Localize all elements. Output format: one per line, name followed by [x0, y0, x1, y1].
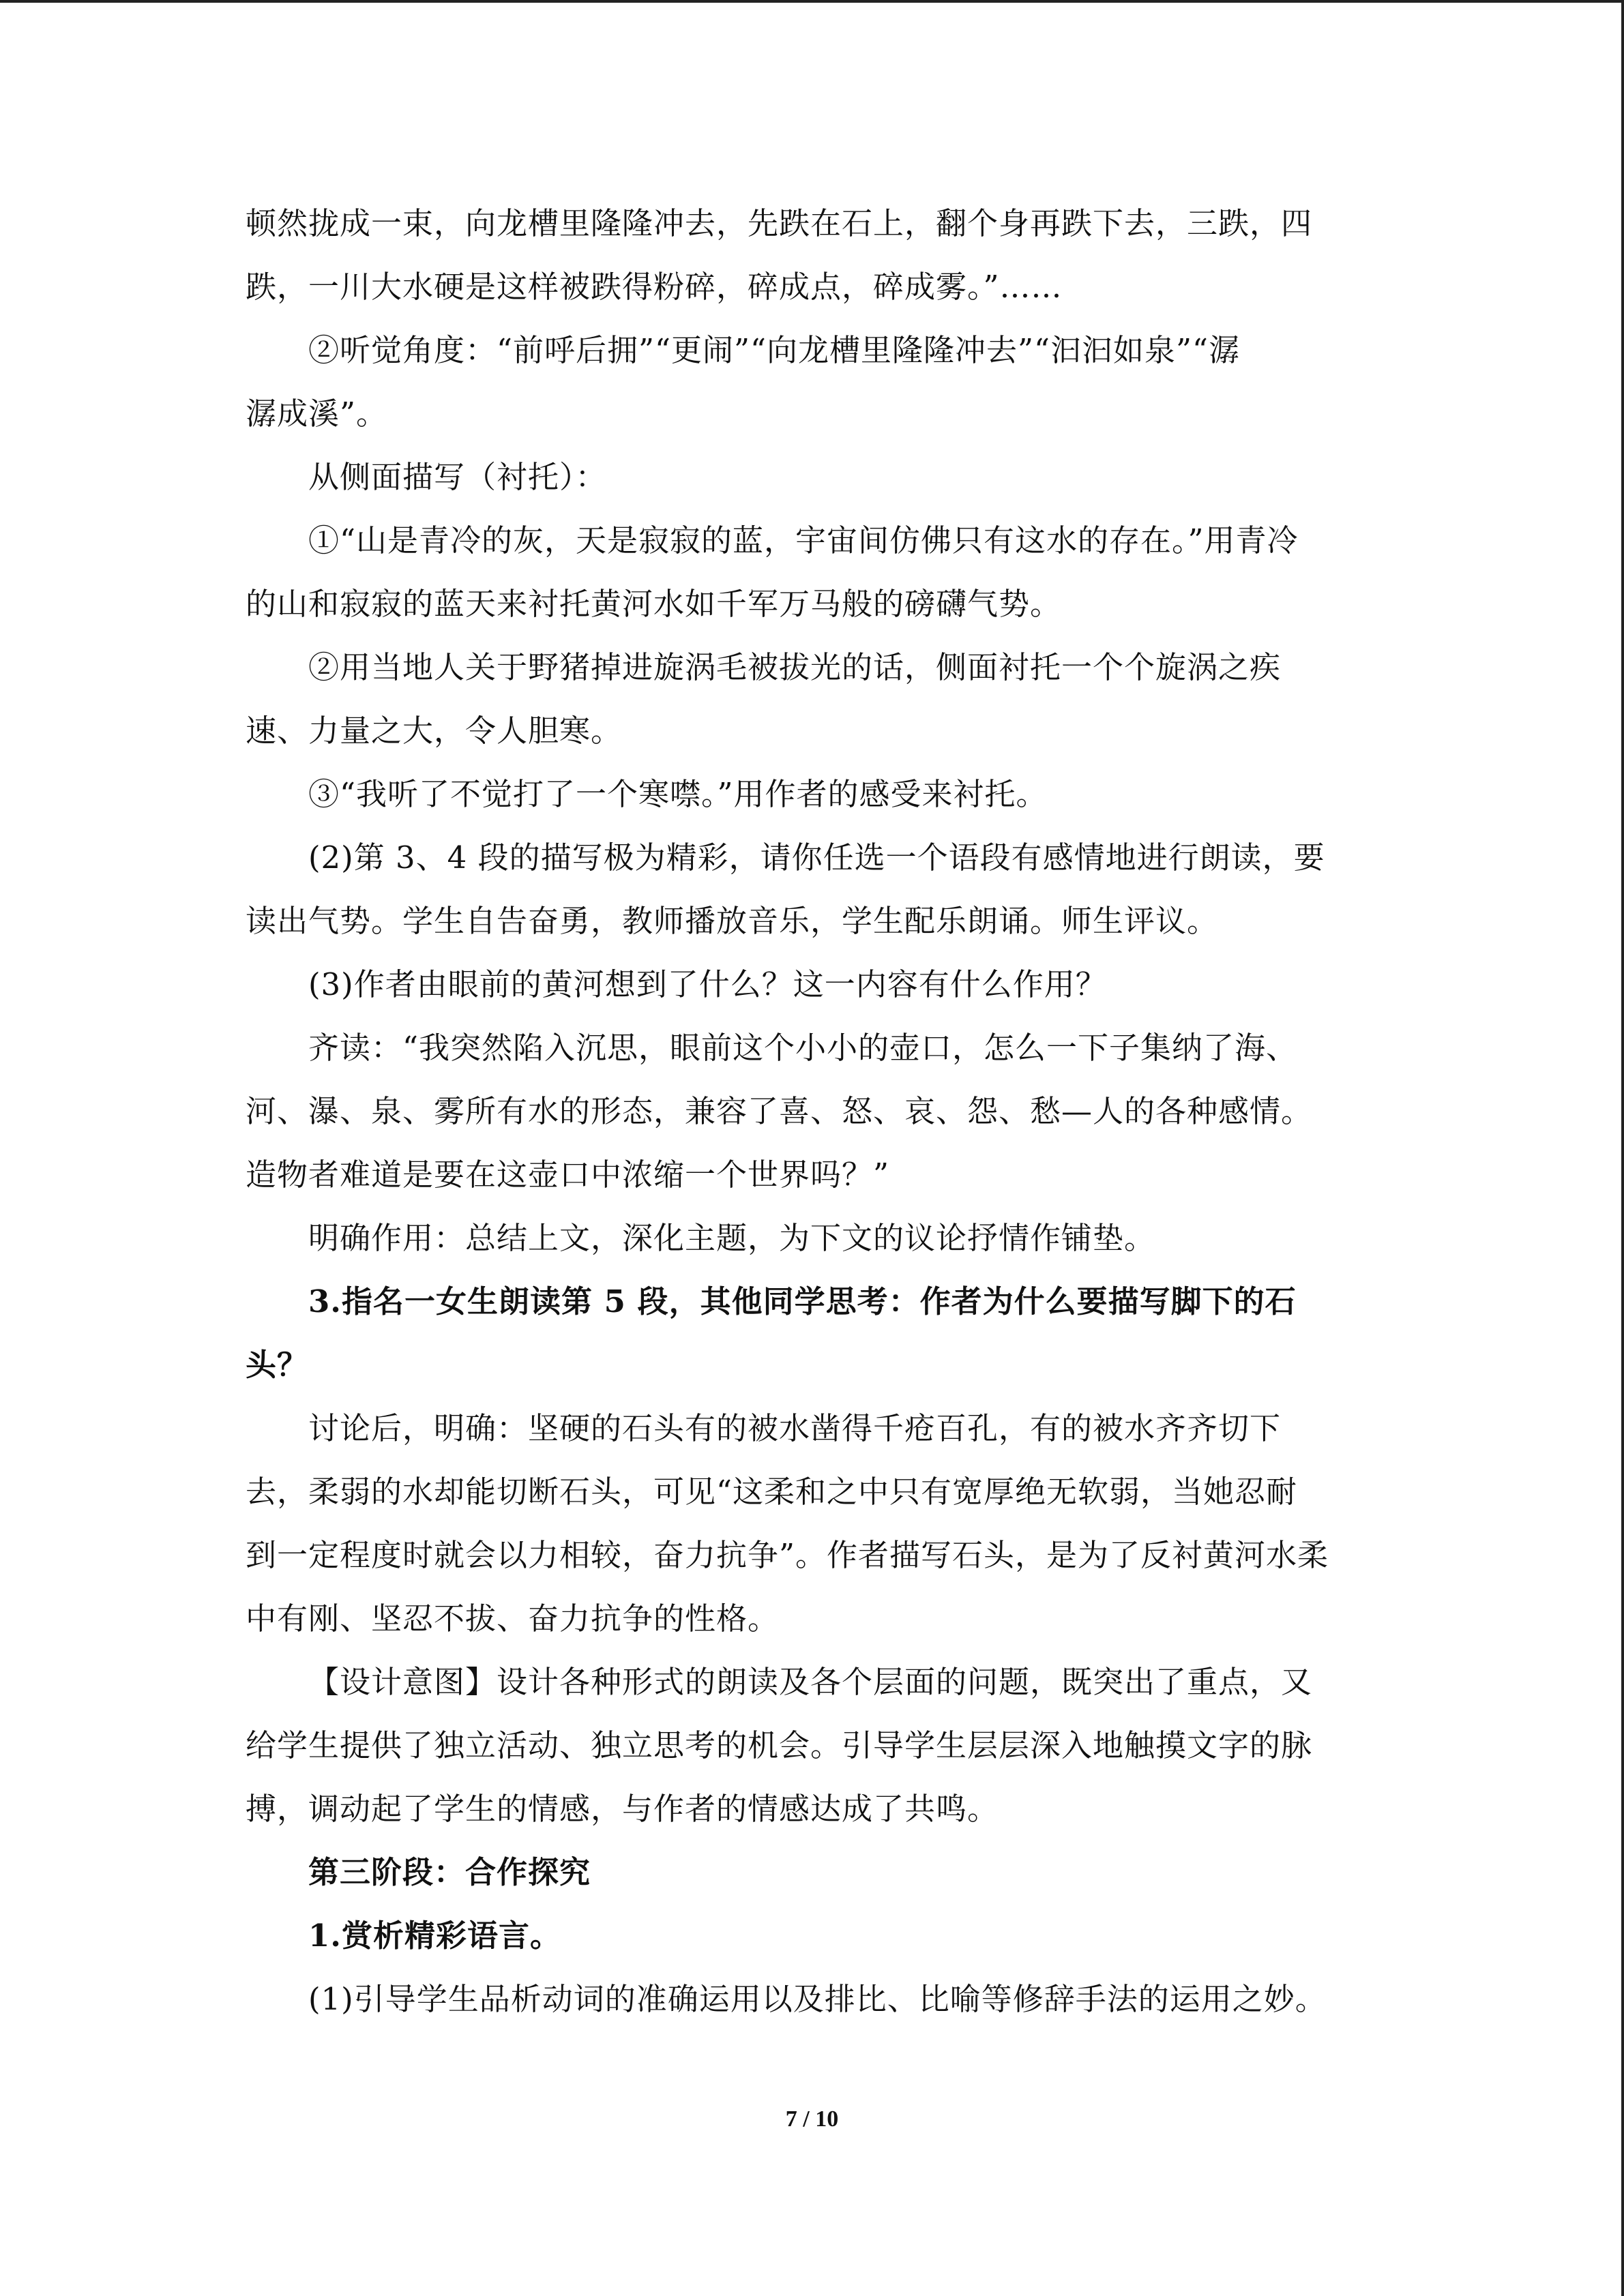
text-line: 给学生提供了独立活动、独立思考的机会。引导学生层层深入地触摸文字的脉 [246, 1727, 1313, 1763]
text-line: 到一定程度时就会以力相较，奋力抗争”。作者描写石头，是为了反衬黄河水柔 [246, 1537, 1329, 1573]
text-line: (1)引导学生品析动词的准确运用以及排比、比喻等修辞手法的运用之妙。 [308, 1981, 1327, 2017]
section-heading: 1.赏析精彩语言。 [308, 1918, 561, 1954]
text-line: (2)第 3、4 段的描写极为精彩，请你任选一个语段有感情地进行朗读，要 [308, 839, 1325, 876]
text-line: 读出气势。学生自告奋勇，教师播放音乐，学生配乐朗诵。师生评议。 [246, 903, 1219, 939]
page-border-right [1621, 0, 1624, 2296]
text-line: 河、瀑、泉、雾所有水的形态，兼容了喜、怒、哀、怨、愁—人的各种感情。 [246, 1093, 1313, 1129]
text-line: 顿然拢成一束，向龙槽里隆隆冲去，先跌在石上，翻个身再跌下去，三跌，四 [246, 205, 1313, 241]
text-line: 从侧面描写（衬托）： [308, 459, 607, 495]
page-border-top [0, 0, 1624, 3]
text-line: 潺成溪”。 [246, 396, 388, 432]
text-line: ②听觉角度：“前呼后拥”“更闹”“向龙槽里隆隆冲去”“汩汩如泉”“潺 [308, 332, 1241, 368]
text-line: ②用当地人关于野猪掉进旋涡毛被拔光的话，侧面衬托一个个旋涡之疾 [308, 649, 1282, 685]
text-line: ③“我听了不觉打了一个寒噤。”用作者的感受来衬托。 [308, 776, 1048, 812]
text-line: 讨论后，明确：坚硬的石头有的被水凿得千疮百孔，有的被水齐齐切下 [308, 1410, 1282, 1446]
section-heading: 头？ [246, 1347, 309, 1383]
text-line: 明确作用：总结上文，深化主题，为下文的议论抒情作铺垫。 [308, 1220, 1156, 1256]
page-number: 7 / 10 [785, 2106, 839, 2132]
text-line: 去，柔弱的水却能切断石头，可见“这柔和之中只有宽厚绝无软弱，当她忍耐 [246, 1474, 1298, 1510]
text-line: 搏，调动起了学生的情感，与作者的情感达成了共鸣。 [246, 1791, 999, 1827]
section-heading: 3.指名一女生朗读第 5 段，其他同学思考：作者为什么要描写脚下的石 [308, 1283, 1297, 1320]
text-line: 【设计意图】设计各种形式的朗读及各个层面的问题，既突出了重点，又 [308, 1664, 1313, 1700]
text-line: 速、力量之大，令人胆寒。 [246, 713, 623, 749]
text-line: 中有刚、坚忍不拔、奋力抗争的性格。 [246, 1600, 780, 1637]
text-line: 造物者难道是要在这壶口中浓缩一个世界吗？” [246, 1157, 890, 1193]
section-heading: 第三阶段：合作探究 [308, 1854, 591, 1890]
text-line: 的山和寂寂的蓝天来衬托黄河水如千军万马般的磅礴气势。 [246, 586, 1062, 622]
text-line: ①“山是青冷的灰，天是寂寂的蓝，宇宙间仿佛只有这水的存在。”用青冷 [308, 522, 1299, 558]
text-line: 齐读：“我突然陷入沉思，眼前这个小小的壶口，怎么一下子集纳了海、 [308, 1030, 1298, 1066]
text-line: 跌，一川大水硬是这样被跌得粉碎，碎成点，碎成雾。”…… [246, 269, 1063, 305]
text-line: (3)作者由眼前的黄河想到了什么？这一内容有什么作用？ [308, 966, 1107, 1002]
